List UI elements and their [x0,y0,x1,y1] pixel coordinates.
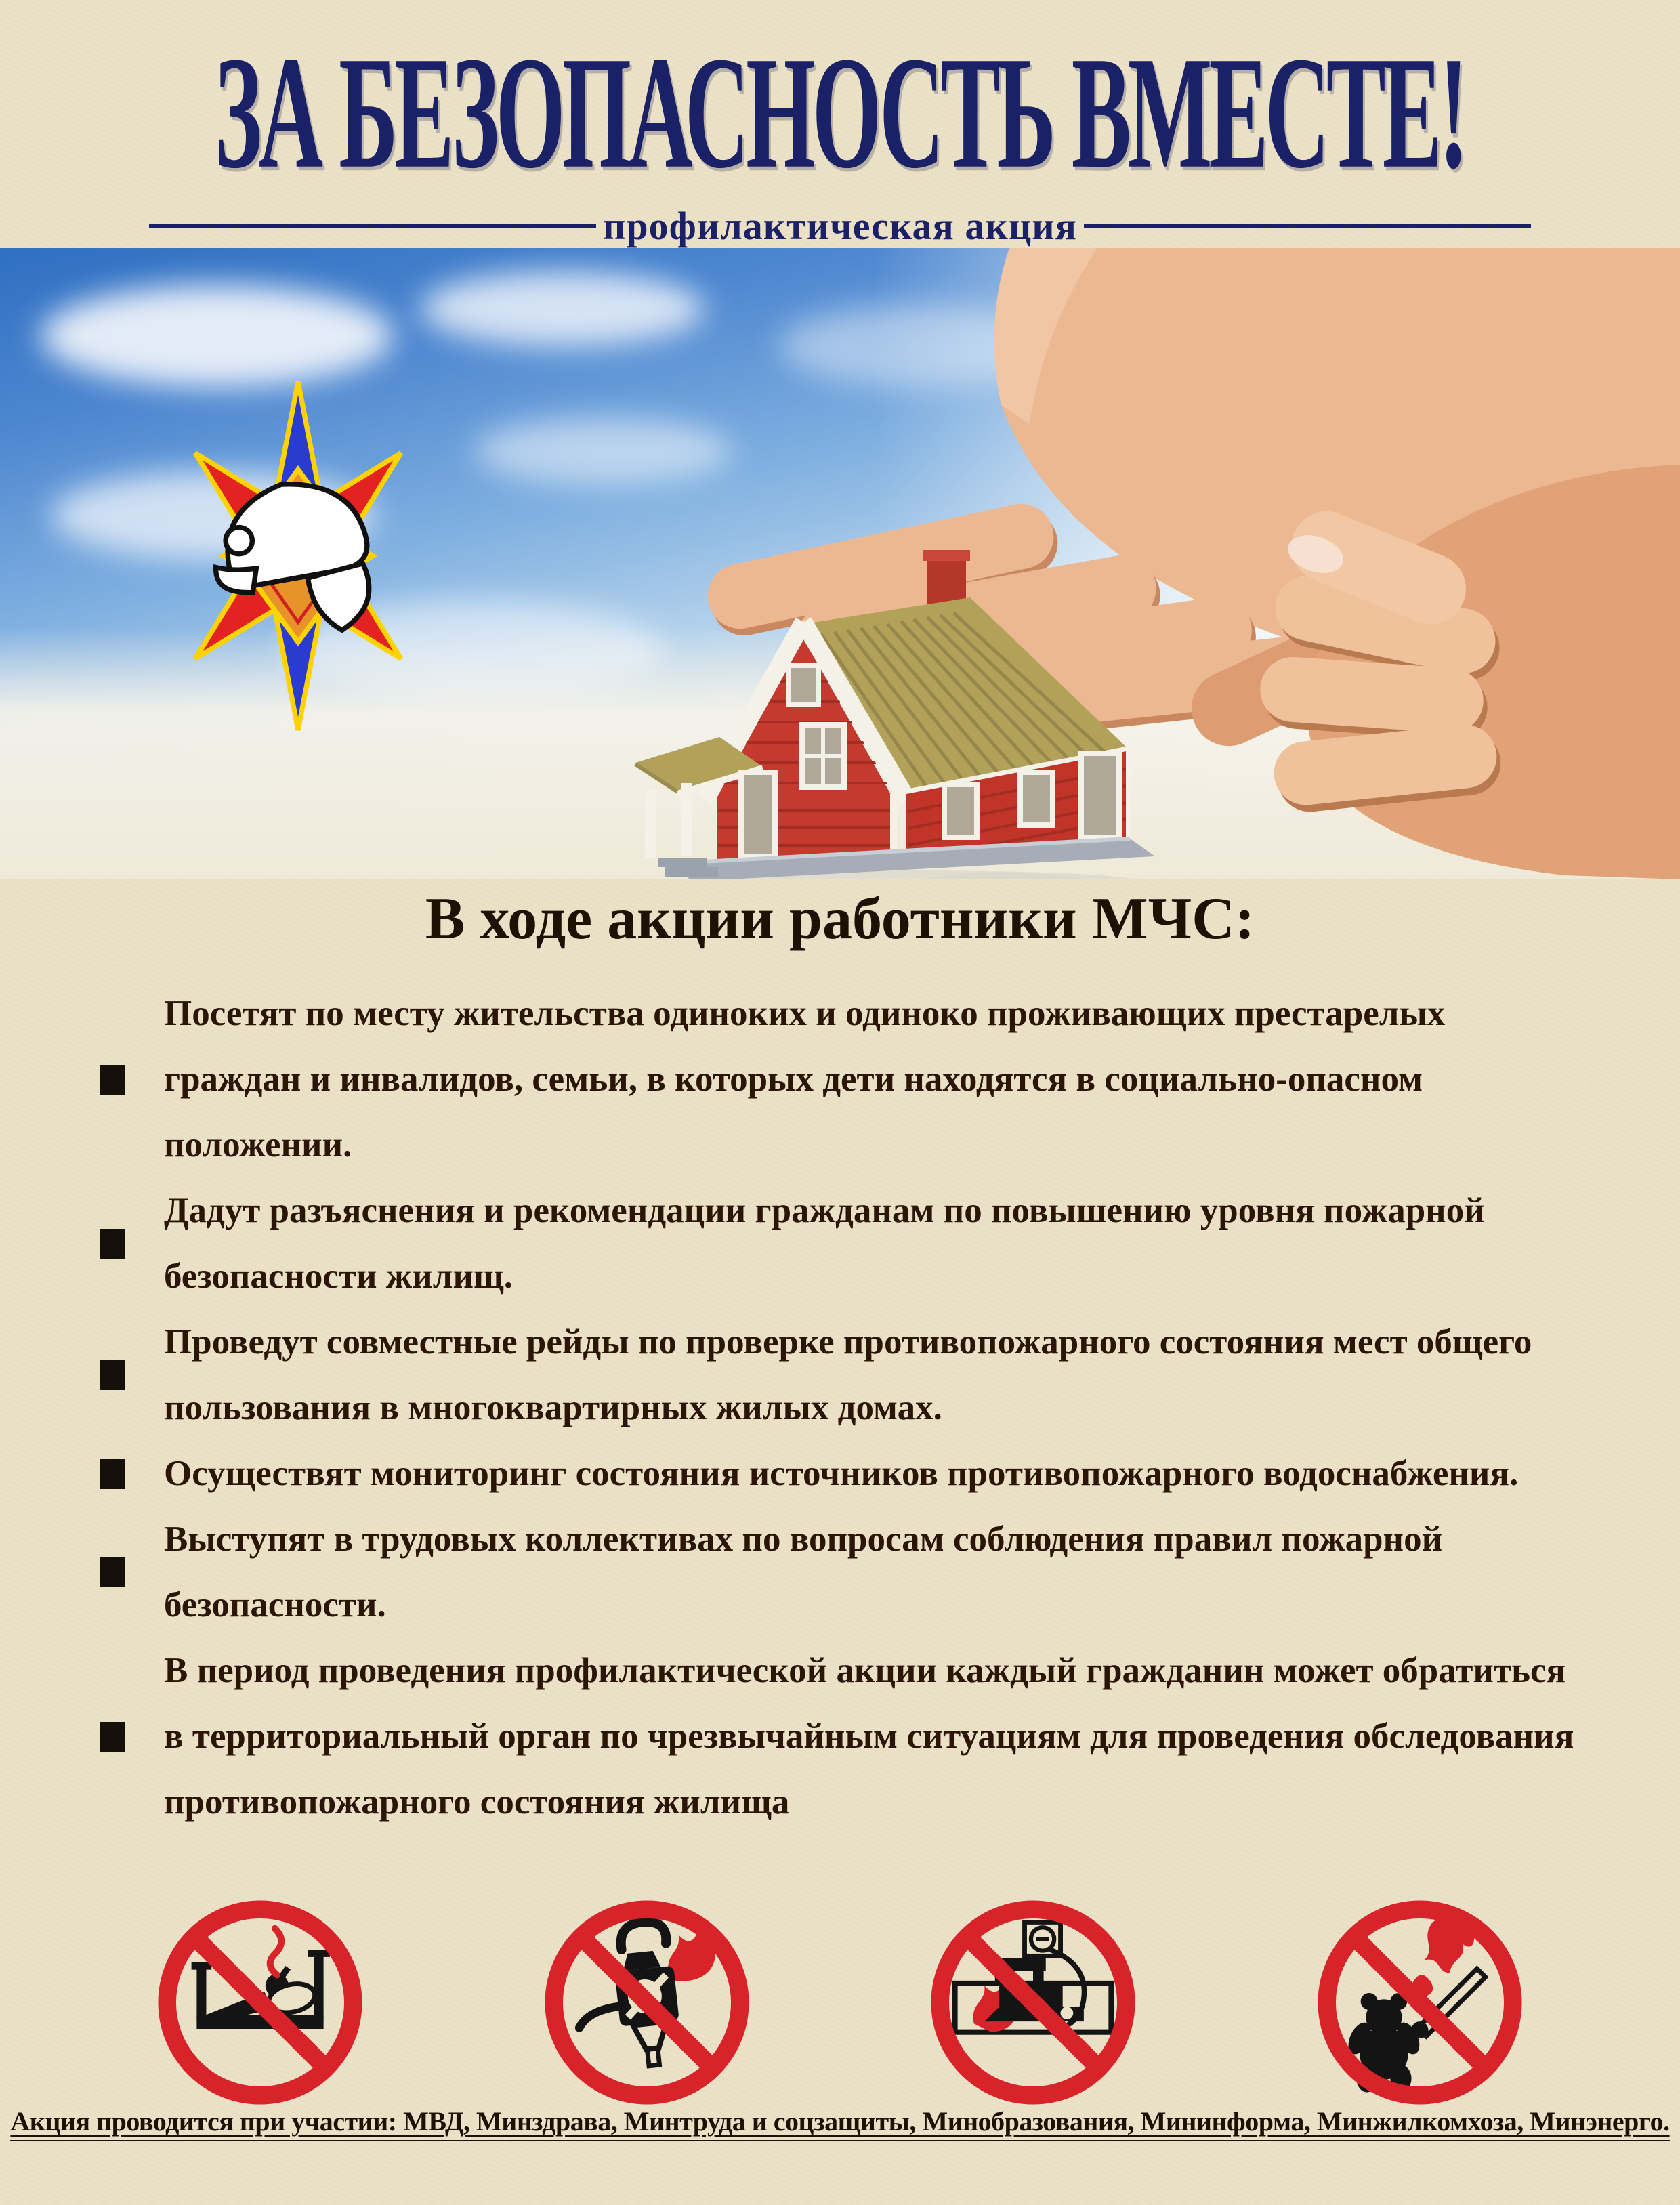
subtitle-row [149,203,1531,249]
prohibition-icons-row [154,1897,1526,2108]
square-bullet-icon [100,1065,125,1095]
footer-participants: Акция проводится при участии: МВД, Минздрава, Минтруда и соцзащиты, Минобразования, Мининформа, Минжилкомхоза, Минэнерго. [10,2106,1669,2141]
no-children-playing-with-matches-icon [1314,1897,1526,2108]
no-unattended-iron-icon [927,1897,1139,2108]
poster-title: ЗА БЕЗОПАСНОСТЬ ВМЕСТЕ! [215,22,1465,203]
list-item: Осуществят мониторинг состояния источников противопожарного водоснабжения. [100,1441,1585,1507]
square-bullet-icon [100,1722,125,1752]
poster-header [0,19,1680,222]
square-bullet-icon [100,1557,125,1587]
list-item: Выступят в трудовых коллективах по вопросам соблюдения правил пожарной безопасности. [100,1507,1585,1638]
list-item: В период проведения профилактической акции каждый гражданин может обратиться в территориальный орган по чрезвычайным ситуациям для проведения обследования противопожарного состояния жилища [100,1638,1585,1835]
subtitle-rule-right [1084,224,1531,228]
lower-hand [1258,465,1680,879]
no-burning-appliance-icon [541,1897,753,2108]
list-item: Проведут совместные рейды по проверке противопожарного состояния мест общего пользования в многоквартирных жилых домах. [100,1309,1585,1441]
section-heading: В ходе акции работники МЧС: [425,886,1255,952]
square-bullet-icon [100,1459,125,1489]
hero-photo-hands-protecting-house [0,248,1680,879]
list-item: Дадут разъяснения и рекомендации гражданам по повышению уровня пожарной безопасности жилищ. [100,1178,1585,1309]
square-bullet-icon [100,1360,125,1390]
no-smoking-in-bed-icon [154,1897,366,2108]
bullet-list [100,981,1585,1835]
footer [0,2105,1680,2137]
mchs-emblem-icon [195,381,401,730]
square-bullet-icon [100,1229,125,1259]
photo-illustration [0,248,1680,879]
poster-subtitle: профилактическая акция [602,204,1078,248]
list-item: Посетят по месту жительства одиноких и одиноко проживающих престарелых граждан и инвалидов, семьи, в которых дети находятся в социально-опасном положении. [100,981,1585,1178]
subtitle-rule-left [149,224,596,228]
